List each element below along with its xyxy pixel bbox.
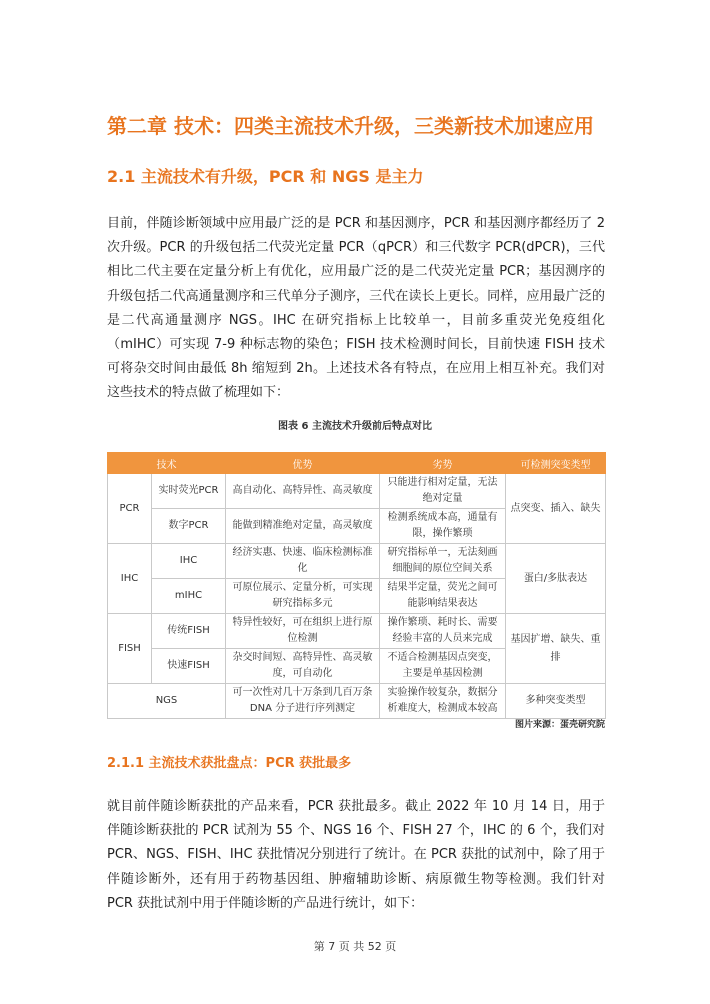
advantage-cell: 杂交时间短、高特异性、高灵敏度，可自动化 bbox=[226, 649, 380, 684]
disadvantage-cell: 操作繁琐、耗时长、需要经验丰富的人员来完成 bbox=[380, 614, 506, 649]
disadvantage-cell: 实验操作较复杂，数据分析难度大，检测成本较高 bbox=[380, 684, 506, 719]
advantage-cell: 可一次性对几十万条到几百万条DNA 分子进行序列测定 bbox=[226, 684, 380, 719]
table-row bbox=[108, 474, 606, 509]
header-advantage: 优势 bbox=[226, 453, 380, 474]
mutation-cell: 多种突变类型 bbox=[506, 684, 606, 719]
body-paragraph-2: 就目前伴随诊断获批的产品来看，PCR 获批最多。截止 2022 年 10 月 14 日，用于伴随诊断获批的 PCR 试剂为 55 个、NGS 16 个、FISH 27 个，IHC 的 6 个，我们对 PCR、NGS、FISH、IHC 获批情况分别进行了统计。在 PCR 获批的试剂中，除了用于伴随诊断外，还有用于药物基因组、肿瘤辅助诊断、病原微生物等检测。我们针对 PCR 获批试剂中用于伴随诊断的产品进行统计，如下： bbox=[107, 799, 605, 911]
advantage-cell: 能做到精准绝对定量，高灵敏度 bbox=[226, 509, 380, 544]
advantage-cell: 高自动化、高特异性、高灵敏度 bbox=[226, 474, 380, 509]
table-caption: 图表 6 主流技术升级前后特点对比 bbox=[278, 421, 432, 432]
advantage-cell: 可原位展示、定量分析，可实现研究指标多元 bbox=[226, 579, 380, 614]
advantage-cell: 特异性较好，可在组织上进行原位检测 bbox=[226, 614, 380, 649]
mutation-cell: 基因扩增、缺失、重排 bbox=[506, 614, 606, 684]
subtech-cell: mIHC bbox=[152, 579, 226, 614]
page-footer: 第 7 页 共 52 页 bbox=[313, 940, 397, 953]
subtech-cell: 数字PCR bbox=[152, 509, 226, 544]
header-mutation-type: 可检测突变类型 bbox=[506, 453, 606, 474]
mutation-cell: 点突变、插入、缺失 bbox=[506, 474, 606, 544]
tech-cell: IHC bbox=[108, 544, 152, 614]
table-row bbox=[108, 614, 606, 649]
table-row bbox=[108, 544, 606, 579]
header-tech: 技术 bbox=[108, 453, 226, 474]
tech-cell: NGS bbox=[108, 684, 226, 719]
disadvantage-cell: 研究指标单一，无法刻画细胞间的原位空间关系 bbox=[380, 544, 506, 579]
disadvantage-cell: 检测系统成本高，通量有限，操作繁琐 bbox=[380, 509, 506, 544]
chapter-title: 第二章 技术：四类主流技术升级，三类新技术加速应用 bbox=[107, 114, 594, 138]
disadvantage-cell: 结果半定量，荧光之间可能影响结果表达 bbox=[380, 579, 506, 614]
table-header-row bbox=[108, 453, 606, 474]
tech-cell: FISH bbox=[108, 614, 152, 684]
subtech-cell: 快速FISH bbox=[152, 649, 226, 684]
disadvantage-cell: 只能进行相对定量，无法绝对定量 bbox=[380, 474, 506, 509]
subtech-cell: 实时荧光PCR bbox=[152, 474, 226, 509]
table-row bbox=[108, 684, 606, 719]
body-paragraph-1: 目前，伴随诊断领域中应用最广泛的是 PCR 和基因测序，PCR 和基因测序都经历了 2 次升级。PCR 的升级包括二代荧光定量 PCR（qPCR）和三代数字 PCR(dPCR)，三代相比二代主要在定量分析上有优化，应用最广泛的是二代荧光定量 PCR；基因测序的升级包括二代高通量测序和三代单分子测序，三代在读长上更长。同样，应用最广泛的是二代高通量测序 NGS。IHC 在研究指标上比较单一，目前多重荧光免疫组化（mIHC）可实现 7-9 种标志物的染色；FISH 技术检测时间长，目前快速 FISH 技术可将杂交时间由最低 8h 缩短到 2h。上述技术各有特点，在应用上相互补充。我们对这些技术的特点做了梳理如下： bbox=[107, 216, 605, 401]
figure-source: 图片来源：蛋壳研究院 bbox=[514, 720, 605, 730]
section-title: 2.1 主流技术有升级，PCR 和 NGS 是主力 bbox=[107, 167, 424, 186]
advantage-cell: 经济实惠、快速、临床检测标准化 bbox=[226, 544, 380, 579]
header-disadvantage: 劣势 bbox=[380, 453, 506, 474]
disadvantage-cell: 不适合检测基因点突变，主要是单基因检测 bbox=[380, 649, 506, 684]
subtech-cell: 传统FISH bbox=[152, 614, 226, 649]
mutation-cell: 蛋白/多肽表达 bbox=[506, 544, 606, 614]
subtech-cell: IHC bbox=[152, 544, 226, 579]
tech-cell: PCR bbox=[108, 474, 152, 544]
subsection-title: 2.1.1 主流技术获批盘点：PCR 获批最多 bbox=[107, 756, 352, 771]
comparison-table bbox=[107, 452, 606, 719]
